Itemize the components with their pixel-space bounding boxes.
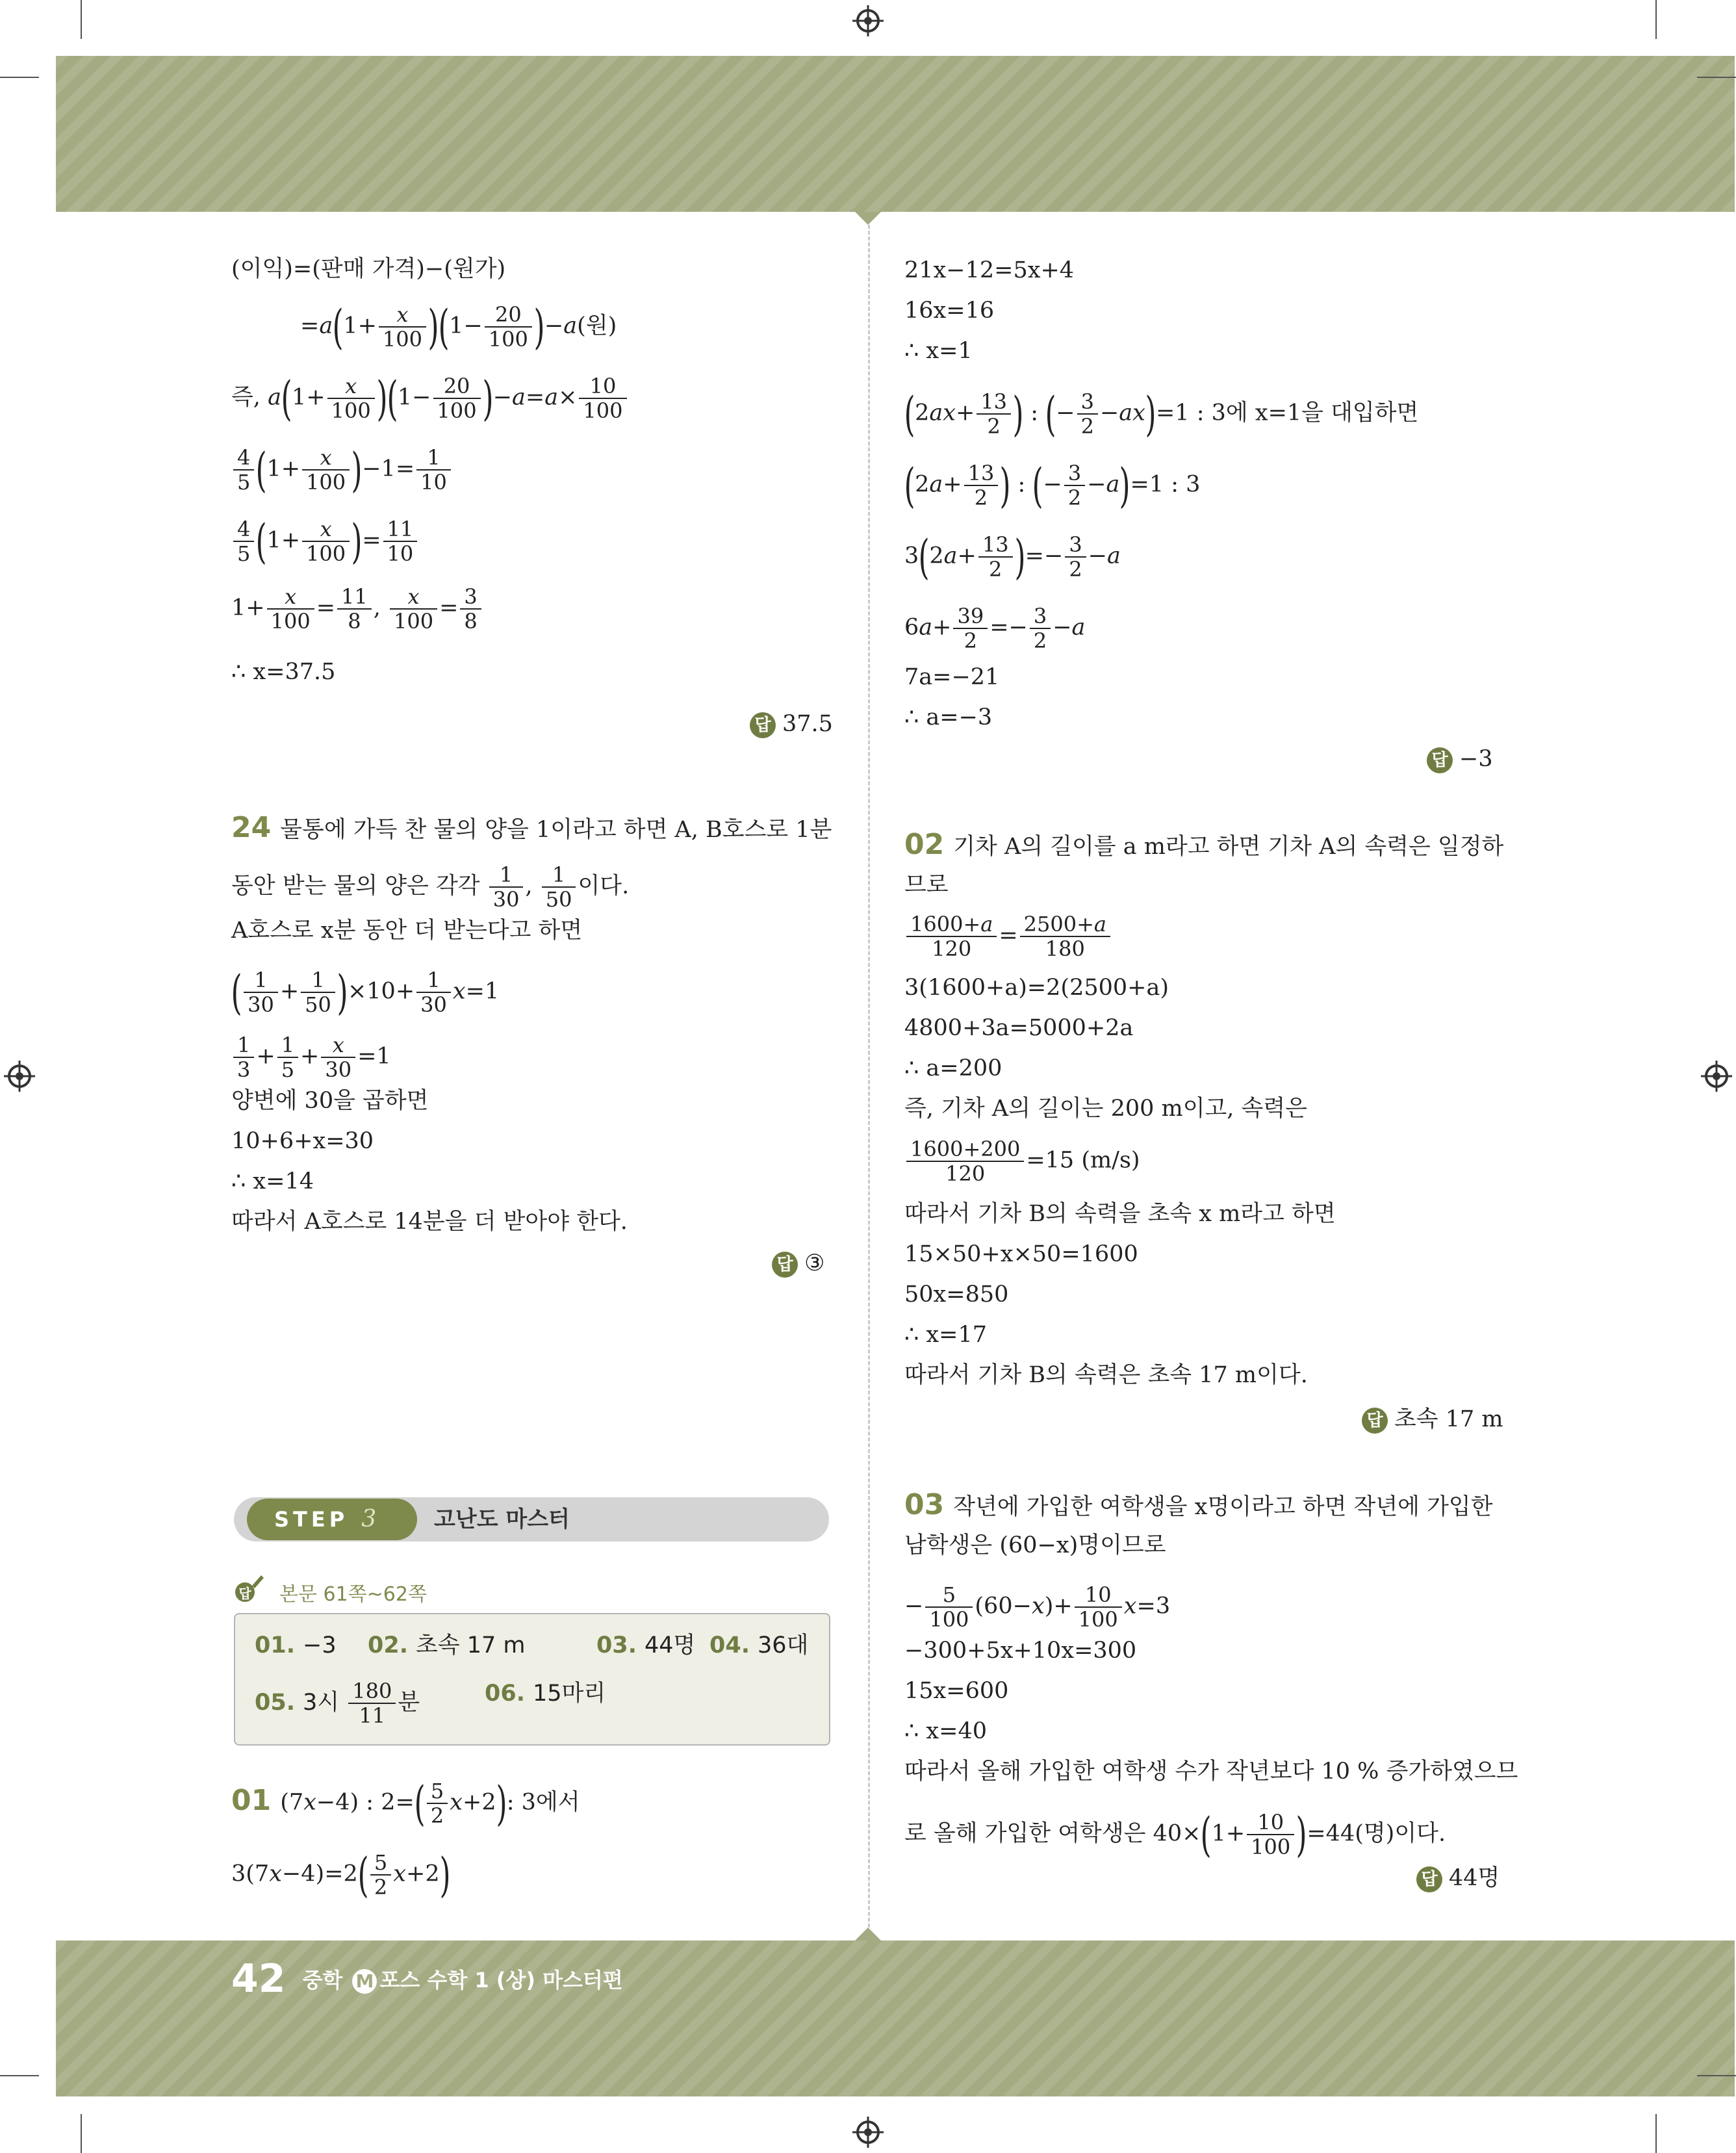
crop-mark [1655,2114,1657,2153]
header-band [56,56,1735,212]
answer-badge-icon: 답 [750,712,776,738]
answer-tag: 답 37.5 [750,710,833,738]
solution-line: 1+ $\frac{x}{100}$ = $\frac{11}{8}$ , $\frac{x}{100}$ = $\frac{3}{8}$ [231,585,483,633]
footer-notch [855,1927,881,1940]
registration-mark-icon [856,9,880,32]
problem-01-line: 3(7x−4)=2( $\frac{5}{2}$ x+2) [231,1848,451,1902]
problem-02-line: 02 기차 A의 길이를 a m라고 하면 기차 A의 속력은 일정하 [904,828,1504,861]
answer-item: 01. −3 [255,1632,337,1658]
problem-24-line: ∴ x=14 [231,1168,314,1194]
solution-line: ∴ x=1 [904,338,973,364]
solution-line: 7a=−21 [904,664,1000,690]
problem-number: 24 [231,811,272,844]
answer-item: 06. 15마리 [485,1681,606,1707]
problem-24-line: A호스로 x분 동안 더 받는다고 하면 [231,918,583,944]
answer-badge-icon: 답 [1362,1408,1388,1434]
book-title: 중학 M 포스 수학 1 (상) 마스터편 [302,1968,623,1992]
problem-number: 02 [904,828,945,861]
solution-line: (2ax+ $\frac{13}{2}$ ) : (− $\frac{3}{2}$ −ax)=1 : 3에 x=1을 대입하면 [904,387,1419,441]
problem-02-line: 므로 [904,872,949,898]
solution-line: 21x−12=5x+4 [904,257,1075,283]
solution-line: (이익)=(판매 가격)−(원가) [231,256,506,282]
solution-line: =a(1+ $\frac{x}{100}$ )(1− $\frac{20}{100}$ )−a(원) [300,300,617,354]
problem-24-line: ( $\frac{1}{30}$ + $\frac{1}{50}$ )×10+ $\frac{1}{30}$ x=1 [231,965,500,1020]
problem-02-line: 따라서 기차 B의 속력을 초속 x m라고 하면 [904,1201,1336,1227]
problem-02-line: 50x=850 [904,1282,1009,1308]
problem-24-line: $\frac{1}{3}$ + $\frac{1}{5}$ + $\frac{x}{30}$ =1 [231,1033,391,1081]
solution-line: 즉, a(1+ $\frac{x}{100}$ )(1− $\frac{20}{100}$ )−a=a× $\frac{10}{100}$ [231,374,629,422]
problem-02-line: ∴ a=200 [904,1055,1002,1081]
solution-line: 6a+ $\frac{39}{2}$ =− $\frac{3}{2}$ −a [904,604,1086,653]
solution-line: ∴ x=37.5 [231,659,336,685]
crop-mark [1697,77,1736,78]
problem-03-line: 따라서 올해 가입한 여학생 수가 작년보다 10 % 증가하였으므 [904,1759,1518,1785]
step-badge: STEP 3 [247,1499,417,1540]
problem-02-line: 따라서 기차 B의 속력은 초속 17 m이다. [904,1362,1308,1388]
solution-line: $\frac{4}{5}$ (1+ $\frac{x}{100}$ )−1= $\frac{1}{10}$ [231,446,453,494]
page-number: 42 [231,1956,286,2002]
crop-mark [0,77,39,78]
solution-line: $\frac{4}{5}$ (1+ $\frac{x}{100}$ )= $\frac{11}{10}$ [231,517,419,565]
step-title: 고난도 마스터 [434,1506,570,1532]
problem-02-line: 15×50+x×50=1600 [904,1241,1138,1267]
answer-pencil-icon [234,1574,264,1604]
problem-24-line: 양변에 30을 곱하면 [231,1088,429,1114]
answer-tag: 답 초속 17 m [1362,1405,1503,1434]
problem-02-line: 3(1600+a)=2(2500+a) [904,975,1169,1001]
answer-item: 05. 3시 $\frac{180}{11}$ 분 [255,1679,420,1728]
problem-03-line: 남학생은 (60−x)명이므로 [904,1532,1166,1558]
problem-24-line: 10+6+x=30 [231,1128,374,1154]
answer-badge-icon: 답 [772,1252,798,1278]
solution-line: 16x=16 [904,298,995,324]
answer-item: 02. 초속 17 m [368,1632,526,1658]
crop-mark [81,2114,82,2153]
problem-number: 03 [904,1488,945,1521]
solution-line: 3(2a+ $\frac{13}{2}$ )=− $\frac{3}{2}$ −a [904,530,1121,584]
problem-03-line: 로 올해 가입한 여학생은 40×(1+ $\frac{10}{100}$ )=44(명)이다. [904,1807,1446,1862]
answer-badge-icon: 답 [1427,747,1453,773]
problem-02-line: 4800+3a=5000+2a [904,1015,1134,1041]
answer-tag: 답 −3 [1427,745,1493,773]
problem-02-line: 즉, 기차 A의 길이는 200 m이고, 속력은 [904,1096,1307,1122]
problem-02-line: $\frac{1600+a}{120}$ = $\frac{2500+a}{180}$ [904,912,1112,960]
crop-mark [81,0,82,39]
page-footer [231,1956,623,2002]
answer-badge-icon: 답 [1416,1866,1442,1892]
solution-line: (2a+ $\frac{13}{2}$ ) : (− $\frac{3}{2}$ −a)=1 : 3 [904,458,1201,513]
header-notch [855,212,881,225]
problem-03-line: ∴ x=40 [904,1718,987,1744]
solution-line: ∴ a=−3 [904,704,993,730]
problem-02-line: $\frac{1600+200}{120}$ =15 (m/s) [904,1137,1140,1185]
problem-01-line: 01 (7x−4) : 2=( $\frac{5}{2}$ x+2): 3에서 [231,1776,580,1831]
problem-24-line: 24 물통에 가득 찬 물의 양을 1이라고 하면 A, B호스로 1분 [231,811,832,844]
registration-mark-icon [1705,1064,1728,1088]
problem-02-line: ∴ x=17 [904,1322,987,1348]
answer-item: 03. 44명 [596,1632,696,1658]
crop-mark [1697,2075,1736,2076]
answer-tag: 답 44명 [1416,1864,1500,1892]
problem-number: 01 [231,1783,272,1817]
m-logo-icon: M [352,1969,377,1994]
answer-item: 04. 36대 [709,1632,809,1658]
page-reference: 본문 61쪽~62쪽 [279,1583,427,1606]
problem-03-line: 03 작년에 가입한 여학생을 x명이라고 하면 작년에 가입한 [904,1488,1493,1521]
crop-mark [1655,0,1657,39]
svg-text:답: 답 [238,1586,251,1601]
crop-mark [0,2075,39,2076]
problem-03-line: −300+5x+10x=300 [904,1638,1137,1664]
column-divider [868,225,870,1927]
problem-03-line: 15x=600 [904,1678,1009,1704]
problem-24-line: 동안 받는 물의 양은 각각 $\frac{1}{30}$ , $\frac{1}{50}$ 이다. [231,862,630,912]
answer-summary-box [234,1613,830,1746]
registration-mark-icon [856,2121,880,2144]
problem-24-line: 따라서 A호스로 14분을 더 받아야 한다. [231,1209,628,1235]
problem-03-line: − $\frac{5}{100}$ (60−x)+ $\frac{10}{100}$ x=3 [904,1582,1171,1632]
registration-mark-icon [8,1064,31,1088]
answer-tag: 답 ③ [772,1249,824,1278]
